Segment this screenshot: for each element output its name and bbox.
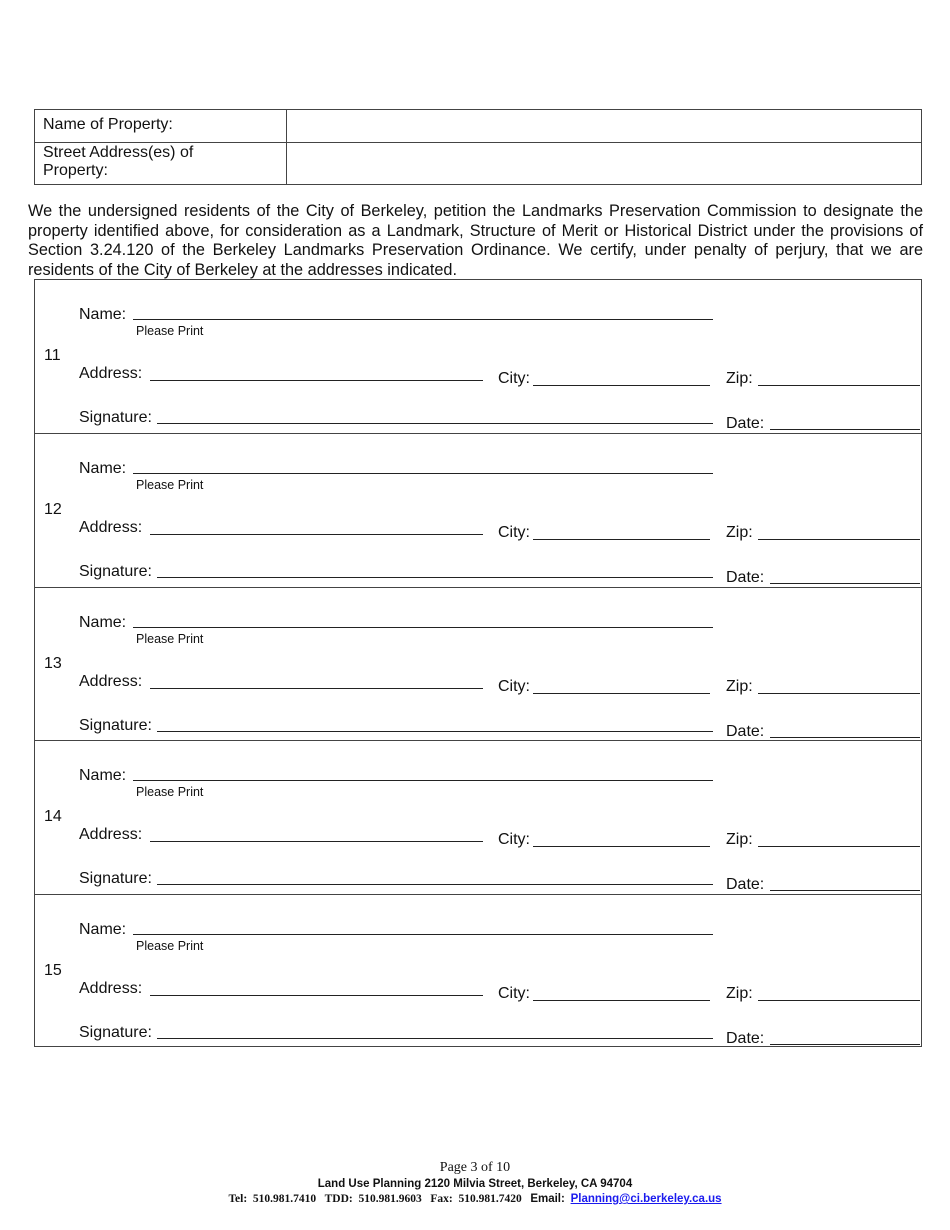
address-line[interactable]: [150, 380, 483, 381]
address-label: Address:: [79, 365, 143, 382]
name-line[interactable]: [133, 934, 713, 935]
zip-label: Zip:: [726, 678, 753, 695]
contact-numbers: Tel: 510.981.7410 TDD: 510.981.9603 Fax: 510.981.7420: [228, 1193, 522, 1205]
address-line[interactable]: [150, 841, 483, 842]
city-label: City:: [498, 831, 530, 848]
petition-statement: We the undersigned residents of the City of Berkeley, petition the Landmarks Preservation Commission to designate the property identified above, for consideration as a Landmark, Structure of Merit or Historical District under the provisions of Section 3.24.120 of the Berkeley Landmarks Preservation Ordinance. We certify, under penalty of perjury, that we are residents of the City of Berkeley at the addresses indicated.: [28, 202, 923, 279]
zip-label: Zip:: [726, 370, 753, 387]
property-address-label: [35, 143, 287, 185]
name-line[interactable]: [133, 473, 713, 474]
signature-label: Signature:: [79, 717, 152, 734]
signature-entry: [35, 587, 921, 740]
name-line[interactable]: [133, 627, 713, 628]
signature-entry: [35, 740, 921, 893]
signature-line[interactable]: [157, 577, 713, 578]
email-label: Email:: [530, 1193, 565, 1205]
zip-label: Zip:: [726, 524, 753, 541]
name-label: Name:: [79, 921, 127, 938]
address-label: Address:: [79, 980, 143, 997]
zip-label: Zip:: [726, 831, 753, 848]
entry-number: 12: [44, 501, 62, 518]
please-print-hint: Please Print: [136, 785, 204, 799]
zip-line[interactable]: [758, 693, 920, 694]
email-link[interactable]: Planning@ci.berkeley.ca.us: [570, 1193, 722, 1205]
please-print-hint: Please Print: [136, 478, 204, 492]
city-line[interactable]: [533, 693, 710, 694]
entry-number: 11: [44, 347, 61, 364]
signature-label: Signature:: [79, 870, 152, 887]
property-table: [34, 109, 922, 185]
address-line[interactable]: [150, 534, 483, 535]
entry-number: 13: [44, 655, 62, 672]
address-label: Address:: [79, 826, 143, 843]
property-address-label-line2: Property:: [43, 162, 108, 179]
signature-label: Signature:: [79, 563, 152, 580]
date-label: Date:: [726, 723, 765, 740]
property-name-field[interactable]: [287, 110, 922, 143]
date-line[interactable]: [770, 890, 920, 891]
signature-line[interactable]: [157, 1038, 713, 1039]
signature-label: Signature:: [79, 1024, 152, 1041]
name-label: Name:: [79, 306, 127, 323]
date-line[interactable]: [770, 429, 920, 430]
name-label: Name:: [79, 767, 127, 784]
name-label: Name:: [79, 460, 127, 477]
date-line[interactable]: [770, 737, 920, 738]
address-line[interactable]: [150, 688, 483, 689]
city-line[interactable]: [533, 385, 710, 386]
entry-number: 15: [44, 962, 62, 979]
signature-line[interactable]: [157, 884, 713, 885]
zip-label: Zip:: [726, 985, 753, 1002]
property-address-field[interactable]: [287, 143, 922, 185]
zip-line[interactable]: [758, 539, 920, 540]
please-print-hint: Please Print: [136, 324, 204, 338]
footer-address: Land Use Planning 2120 Milvia Street, Berkeley, CA 94704: [317, 1178, 633, 1190]
property-address-label-line1: Street Address(es) of: [43, 144, 194, 161]
name-label: Name:: [79, 614, 127, 631]
date-label: Date:: [726, 1030, 765, 1047]
address-label: Address:: [79, 519, 143, 536]
city-line[interactable]: [533, 846, 710, 847]
zip-line[interactable]: [758, 846, 920, 847]
date-line[interactable]: [770, 1044, 920, 1045]
date-line[interactable]: [770, 583, 920, 584]
signature-box: [34, 279, 922, 1047]
address-line[interactable]: [150, 995, 483, 996]
please-print-hint: Please Print: [136, 632, 204, 646]
city-label: City:: [498, 678, 530, 695]
address-label: Address:: [79, 673, 143, 690]
signature-label: Signature:: [79, 409, 152, 426]
entry-number: 14: [44, 808, 62, 825]
name-line[interactable]: [133, 780, 713, 781]
property-name-label: Name of Property:: [35, 110, 287, 143]
city-line[interactable]: [533, 1000, 710, 1001]
date-label: Date:: [726, 876, 765, 893]
page-number: Page 3 of 10: [439, 1160, 511, 1175]
property-address-row: [35, 143, 922, 185]
zip-line[interactable]: [758, 385, 920, 386]
signature-entry: [35, 894, 921, 1047]
city-label: City:: [498, 524, 530, 541]
signature-entry: [35, 280, 921, 433]
footer-contacts: [0, 1193, 950, 1205]
city-label: City:: [498, 985, 530, 1002]
city-line[interactable]: [533, 539, 710, 540]
signature-line[interactable]: [157, 731, 713, 732]
property-name-row: [35, 110, 922, 143]
date-label: Date:: [726, 569, 765, 586]
please-print-hint: Please Print: [136, 939, 204, 953]
name-line[interactable]: [133, 319, 713, 320]
signature-line[interactable]: [157, 423, 713, 424]
city-label: City:: [498, 370, 530, 387]
zip-line[interactable]: [758, 1000, 920, 1001]
signature-entry: [35, 433, 921, 586]
date-label: Date:: [726, 415, 765, 432]
